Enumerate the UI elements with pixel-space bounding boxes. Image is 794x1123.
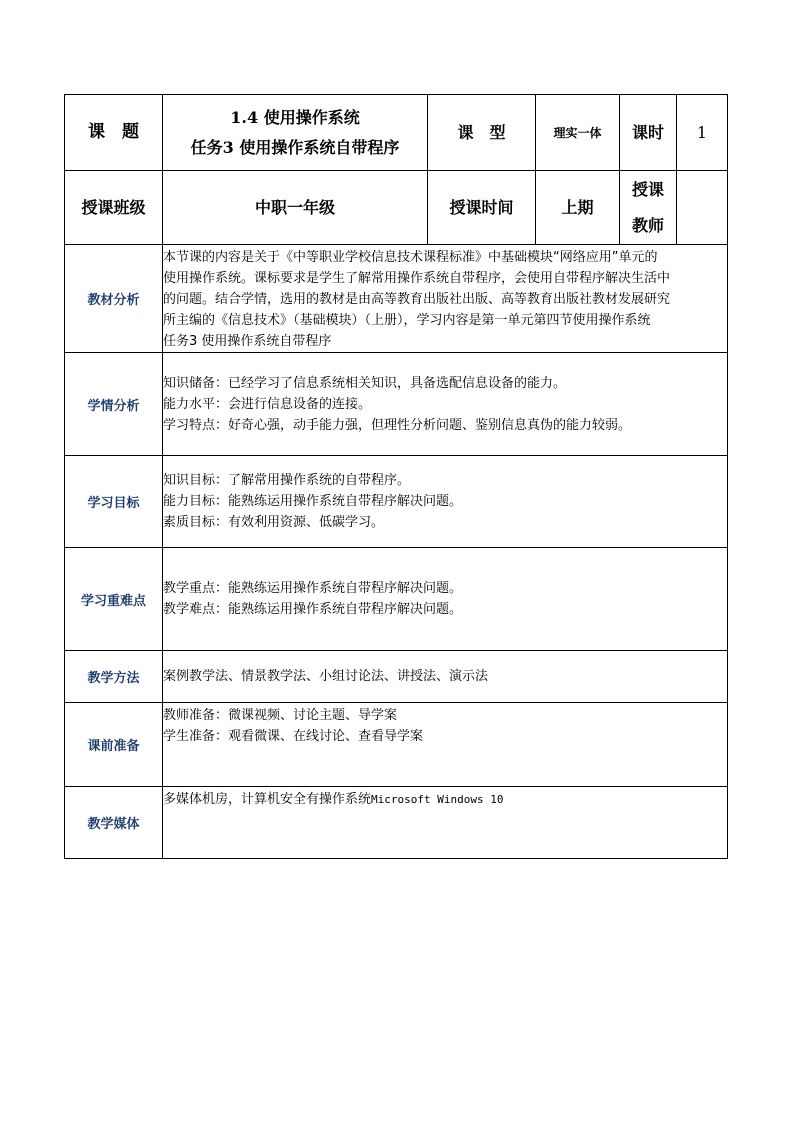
media-line xyxy=(163,789,727,810)
class-value: 中职一年级 xyxy=(163,171,428,245)
class-row xyxy=(65,171,728,245)
material-line: 的问题。结合学情，选用的教材是由高等教育出版社出版、高等教育出版社教材发展研究 xyxy=(163,292,671,307)
topic-line-1: 1.4 使用操作系统 xyxy=(230,107,360,127)
material-line: 所主编的《信息技术》（基础模块）（上册），学习内容是第一单元第四节使用操作系统 xyxy=(163,313,651,328)
learner-content xyxy=(163,353,728,456)
prep-line: 教师准备：微课视频、讨论主题、导学案 xyxy=(163,708,398,723)
media-label: 教学媒体 xyxy=(65,787,163,859)
learner-label: 学情分析 xyxy=(65,353,163,456)
goals-line: 素质目标：有效利用资源、低碳学习。 xyxy=(163,515,385,530)
prep-row xyxy=(65,703,728,787)
goals-label: 学习目标 xyxy=(65,456,163,548)
teacher-label-line-1: 授课 xyxy=(631,179,664,199)
keypoints-label: 学习重难点 xyxy=(65,548,163,651)
media-os-text: Microsoft Windows 10 xyxy=(371,793,504,806)
material-line: 使用操作系统。课标要求是学生了解常用操作系统自带程序，会使用自带程序解决生活中 xyxy=(163,271,671,286)
keypoints-line: 教学难点：能熟练运用操作系统自带程序解决问题。 xyxy=(163,602,463,617)
learner-row xyxy=(65,353,728,456)
teacher-label-line-2: 教师 xyxy=(631,215,664,235)
type-label: 课 型 xyxy=(428,95,536,171)
media-content xyxy=(163,787,728,859)
learner-line: 学习特点：好奇心强，动手能力强，但理性分析问题、鉴别信息真伪的能力较弱。 xyxy=(163,417,632,433)
teacher-value xyxy=(677,171,728,245)
prep-label: 课前准备 xyxy=(65,703,163,787)
hours-value: 1 xyxy=(677,95,728,171)
material-line: 本节课的内容是关于《中等职业学校信息技术课程标准》中基础模块“网络应用”单元的 xyxy=(163,250,658,265)
methods-label: 教学方法 xyxy=(65,651,163,703)
topic-row xyxy=(65,95,728,171)
goals-line: 知识目标：了解常用操作系统的自带程序。 xyxy=(163,473,411,488)
methods-line: 案例教学法、情景教学法、小组讨论法、讲授法、演示法 xyxy=(163,669,489,684)
teacher-label xyxy=(620,171,677,245)
methods-content xyxy=(163,651,728,703)
keypoints-content xyxy=(163,548,728,651)
topic-value xyxy=(163,95,428,171)
topic-label: 课 题 xyxy=(65,95,163,171)
media-row xyxy=(65,787,728,859)
topic-line-2: 任务3 使用操作系统自带程序 xyxy=(190,137,400,157)
time-value: 上期 xyxy=(536,171,620,245)
goals-row xyxy=(65,456,728,548)
learner-line: 知识储备：已经学习了信息系统相关知识，具备选配信息设备的能力。 xyxy=(163,375,567,391)
goals-content xyxy=(163,456,728,548)
learner-line: 能力水平：会进行信息设备的连接。 xyxy=(163,396,372,412)
prep-line: 学生准备：观看微课、在线讨论、查看导学案 xyxy=(163,729,424,744)
lesson-plan-table xyxy=(64,94,728,859)
time-label: 授课时间 xyxy=(428,171,536,245)
material-line: 任务3 使用操作系统自带程序 xyxy=(163,334,332,349)
class-label: 授课班级 xyxy=(65,171,163,245)
media-text: 多媒体机房，计算机安全有操作系统 xyxy=(163,792,372,807)
material-content xyxy=(163,245,728,353)
prep-content xyxy=(163,703,728,787)
type-value: 理实一体 xyxy=(536,95,620,171)
methods-row xyxy=(65,651,728,703)
goals-line: 能力目标：能熟练运用操作系统自带程序解决问题。 xyxy=(163,494,463,509)
keypoints-row xyxy=(65,548,728,651)
material-label: 教材分析 xyxy=(65,245,163,353)
keypoints-line: 教学重点：能熟练运用操作系统自带程序解决问题。 xyxy=(163,581,463,596)
hours-label: 课时 xyxy=(620,95,677,171)
material-row xyxy=(65,245,728,353)
